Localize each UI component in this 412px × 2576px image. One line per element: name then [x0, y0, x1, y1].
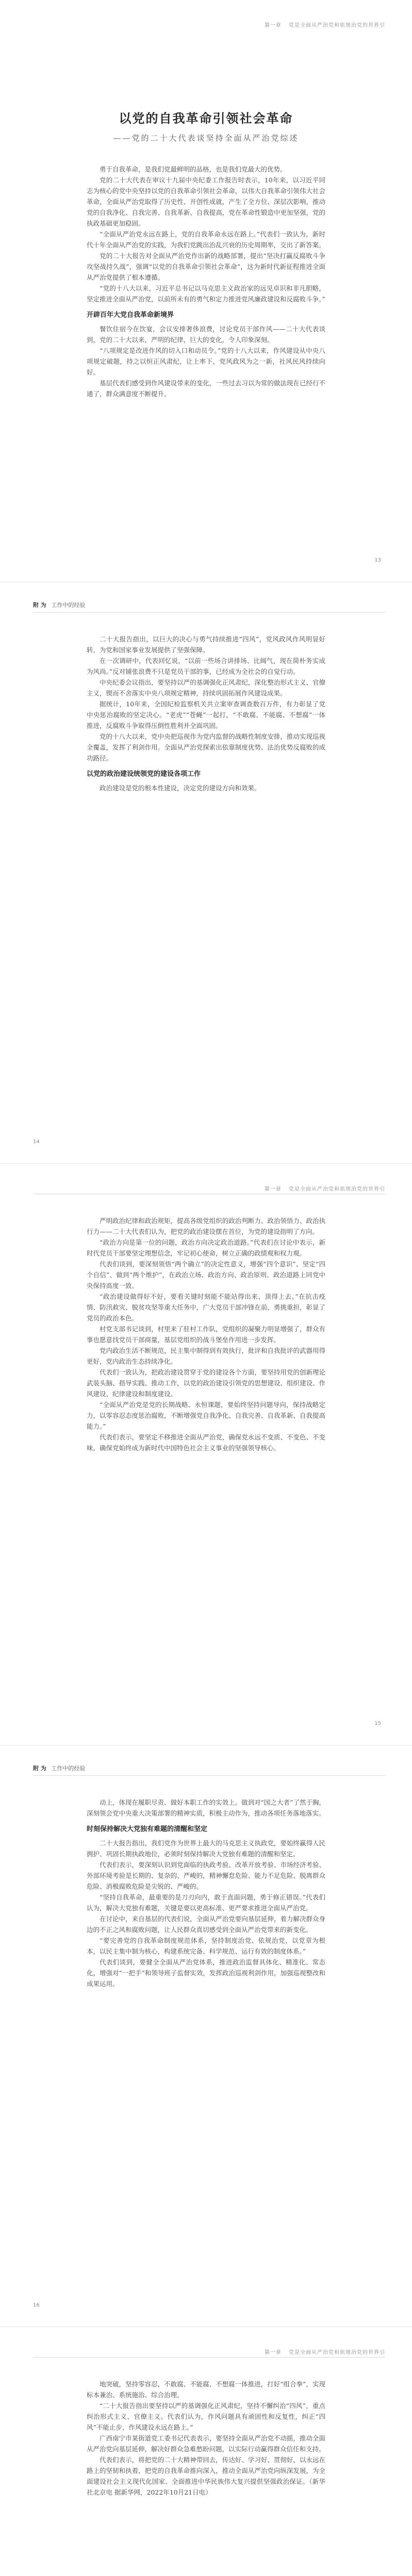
paragraph: “党的十八大以来，习近平总书记以马克思主义政治家的远见卓识和非凡胆略，坚定推进全面从严治党，以前所未有的勇气和定力推进党风廉政建设和反腐败斗争。”: [87, 284, 325, 303]
paragraph: 严明政治纪律和政治规矩，提高各级党组织的政治判断力、政治领悟力、政治执行力——二十大代表们认为，把党的政治建设摆在首位，为党的建设指明了方向。: [87, 1217, 325, 1235]
left-header-sub: 工作中的经验: [51, 1765, 86, 1772]
paragraph: “全面从严治党永远在路上，党的自我革命永远在路上。”代表们一致认为，新时代十年全面从严治党的实践，为我们党跳出治乱兴衰的历史周期率，交出了新答案。: [87, 230, 325, 249]
page-2: [0, 582, 412, 1163]
header-rule: [33, 612, 385, 613]
left-header-label: 附 为: [33, 602, 46, 608]
page-5: [0, 2327, 412, 2576]
paragraph: 代表们一致认为，把政治建设贯穿于党的建设各个方面，要坚持用党的创新理论武装头脑、指导实践、推动工作，以党的政治建设引领党的思想建设、组织建设、作风建设、纪律建设和制度建设。: [87, 1368, 325, 1398]
page-4: [0, 1745, 412, 2327]
left-header-label: 附 为: [33, 1765, 46, 1772]
paragraph: 村党支部书记谈到，村里来了驻村工作队，党组织的凝聚力明显增强了，群众有事也愿意找党员干部商量，基层党组织的战斗堡垒作用进一步发挥。: [87, 1325, 325, 1344]
left-header: [33, 1764, 85, 1772]
paragraph: 勇于自我革命，是我们党最鲜明的品格，也是我们党最大的优势。: [100, 165, 287, 173]
paragraph: 据统计，10年来，全国纪检监察机关共立案审查调查数百万件，有力彰显了党中央惩治腐败的坚定决心。“老虎”“苍蝇”一起打，“不敢腐、不能腐、不想腐”一体推进，反腐败斗争取得压倒性胜利并全面巩固。: [87, 700, 325, 730]
paragraph: 代表们谈到，要深刻领悟“两个确立”的决定性意义，增强“四个意识”、坚定“四个自信”、做到“两个维护”，在政治立场、政治方向、政治原则、政治道路上同党中央保持高度一致。: [87, 1260, 325, 1290]
page-number: 13: [374, 557, 381, 563]
paragraph: “二十大报告指出要坚持以严的基调强化正风肃纪，坚持不懈纠治“四风”，重点纠治形式主义、官僚主义。代表们认为，作风问题具有顽固性和反复性，纠正“四风”不能止步，作风建设永远在路上。”: [87, 2402, 325, 2431]
paragraph: “坚持自我革命，最重要的是刀刃向内，敢于直面问题，勇于修正错误。”代表们认为，解决大党独有难题，关键是要以更高标准、更严要求推进全面从严治党。: [87, 1893, 325, 1912]
paragraph: 代表们表示，要深刻认识到党面临的执政考验、改革开放考验、市场经济考验、外部环境考验是长期的、复杂的、严峻的，精神懈怠危险、能力不足危险、脱离群众危险、消极腐败危险是尖锐的、严峻的。: [87, 1861, 325, 1890]
header-rule: [33, 1775, 385, 1776]
header-rule: [33, 2357, 385, 2358]
page-5-body: [87, 2379, 325, 2498]
running-head-chapter: 第一章: [264, 23, 282, 28]
article-subtitle: ——党的二十大代表谈坚持全面从严治党综述: [113, 133, 299, 143]
page-3: [0, 1163, 412, 1745]
paragraph: 党的二十大代表在审议十九届中央纪委工作报告时表示，10年来，以习近平同志为核心的党中央坚持以党的自我革命引领社会革命，以伟大自我革命引领伟大社会革命，全面从严治党取得了历史性、开创性成就，产生了全方位、深层次影响，推动党的自我净化、自我完善、自我革新、自我提高，党在革命性锻造中更加坚强，党的执政基础更加稳固。: [87, 176, 325, 227]
paragraph: 政治建设是党的根本性建设，决定党的建设方向和效果。: [100, 784, 261, 792]
paragraph: 二十大报告指出，我们党作为世界上最大的马克思主义执政党，要始终赢得人民拥护、巩固长期执政地位，必须时刻保持解决大党独有难题的清醒和坚定。: [87, 1839, 325, 1858]
page-3-body: [87, 1215, 325, 1453]
running-head-title: 党是全面从严治党和依规治党的世界引: [289, 2350, 385, 2355]
running-head-title: 党是全面从严治党和依规治党的世界引: [289, 1187, 385, 1192]
left-header-sub: 工作中的经验: [51, 602, 86, 608]
paragraph: 中央纪委会议指出，要坚持以严的基调强化正风肃纪，深化整治形式主义、官僚主义，锲而不舍落实中央八项规定精神，持续巩固拓展作风建设成果。: [87, 679, 325, 697]
paragraph: “全面从严治党是党的长期战略、永恒课题，要始终坚持问题导向，保持战略定力，以零容忍态度惩治腐败，不断增强党自我净化、自我完善、自我革新、自我提高能力。”: [87, 1401, 325, 1430]
paragraph: 代表们表示，要坚定不移推进全面从严治党，确保党永远不变质、不变色、不变味，确保党始终成为新时代中国特色社会主义事业的坚强领导核心。: [87, 1433, 325, 1452]
running-head: [265, 21, 385, 28]
paragraph: 地突破，坚持零容忍，不敢腐、不能腐、不想腐一体推进，打好“组合拳”，实现标本兼治、系统施治、综合治理。: [87, 2380, 325, 2399]
page-2-body: [87, 634, 325, 793]
page-number: 15: [374, 1721, 381, 1726]
running-head-title: 党是全面从严治党和依规治党的世界引: [289, 23, 385, 28]
page-number: 16: [33, 2302, 40, 2308]
article-title-block: [0, 108, 412, 143]
section-heading: 时刻保持解决大党独有难题的清醒和坚定: [87, 1825, 208, 1833]
paragraph: 广西南宁市某街道党工委书记代表表示，要坚持全面从严治党不动摇，推动全面从严治党向基层延伸，解决好群众急难愁盼问题，以实际行动赢得群众信任和支持。: [87, 2434, 325, 2453]
paragraph: 党的十八大以来，党中央把巡视作为党内监督的战略性制度安排，推动实现巡视全覆盖，发挥了利剑作用。全面从严治党探索出依靠制度优势、法治优势反腐败的成功路径。: [87, 733, 325, 762]
paragraph: 在一次调研中，代表回忆说，“以前一些场合讲排场、比阔气，现在简朴务实成为风尚。”反对铺张浪费不只是党员干部的事，已经成为全社会的自觉行动。: [87, 657, 325, 675]
running-head: [265, 2348, 385, 2355]
section-heading: 以党的政治建设统领党的建设各项工作: [87, 770, 201, 778]
paragraph: “八项规定是改进作风的切入口和动员令。”党的十八大以来，作风建设从中央八项规定破题，持之以恒正风肃纪，让上率下，党风政风为之一新，社风民风持续向好。: [87, 347, 325, 376]
page-4-body: [87, 1797, 325, 1989]
running-head: [265, 1184, 385, 1192]
paragraph: 在讨论中，来自基层的代表们说，全面从严治党要向基层延伸，着力解决群众身边的不正之风和腐败问题，让人民群众真切感受到全面从严治党带来的新变化。: [87, 1915, 325, 1934]
paragraph: 党的二十大报告对全面从严治党作出新的战略部署，提出“坚决打赢反腐败斗争攻坚战持久战”，强调“以党的自我革命引领社会革命”，这为新时代新征程推进全面从严治党提供了根本遵循。: [87, 252, 325, 281]
paragraph: “要完善党的自我革命制度规范体系，坚持制度治党、依规治党，以党章为根本，以民主集中制为核心，构建系统完备、科学规范、运行有效的制度体系。”: [87, 1937, 325, 1955]
page-1-body: [87, 164, 325, 399]
page-1: [0, 0, 412, 582]
left-header: [33, 601, 85, 609]
article-title: 以党的自我革命引领社会革命: [119, 111, 293, 126]
page-number: 14: [33, 1139, 40, 1145]
paragraph: 代表们表示，将把党的二十大精神带回去，传达好、学习好、贯彻好，以永远在路上的坚韧和执着，把党的自我革命推向深入，推动全面从严治党向纵深发展，为全面建设社会主义现代化国家、全面推进中华民族伟大复兴提供坚强政治保证。（新华社北京电 据新华网，2022年10月21日电）: [87, 2456, 325, 2496]
paragraph: 二十大报告指出，以巨大的决心与勇气持续推进“四风”，党风政风作风明显好转，为党和国家事业发展提供了坚强保障。: [87, 635, 325, 654]
section-heading: 开辟百年大党自我革命新境界: [87, 311, 174, 319]
paragraph: 党内政治生活不断规范，民主集中制得到有效执行，批评和自我批评的武器用得更好，党内政治生态持续净化。: [87, 1347, 325, 1365]
paragraph: 基层代表们感受到作风建设带来的变化，一些过去习以为常的做法现在已经行不通了，群众满意度不断提升。: [87, 379, 325, 398]
paragraph: “政治建设做得好不好，要看关键时刻能不能站得出来、顶得上去。”在抗击疫情、防汛救灾、脱贫攻坚等重大任务中，广大党员干部冲锋在前、勇挑重担，彰显了党员的政治本色。: [87, 1293, 325, 1322]
paragraph: 餐饮住宿今在饮宴，会议安排奢侈浪费，讨论党员干部作风——二十大代表谈到，党的二十大以来，严明的纪律，巨大的变化，令人印象深刻。: [87, 325, 325, 344]
paragraph: 代表们谈到，要健全全面从严治党体系，推进政治监督具体化、精准化、常态化，增强对“一把手”和领导班子监督实效，发挥政治巡视利剑作用，加强巡视整改和成果运用。: [87, 1958, 325, 1988]
paragraph: 动上，体现在履职尽责、做好本职工作的实效上。做到对“国之大者”了然于胸，深刻领会党中央重大决策部署的精神实质，积极主动作为，推动各项任务落地落实。: [87, 1799, 325, 1817]
running-head-chapter: 第一章: [264, 2350, 282, 2355]
paragraph: “政治方向是第一位的问题，政治方向决定政治道路。”代表们在讨论中表示，新时代党员干部要坚定理想信念，牢记初心使命，树立正确的政绩观和权力观。: [87, 1239, 325, 1257]
running-head-chapter: 第一章: [264, 1187, 282, 1192]
